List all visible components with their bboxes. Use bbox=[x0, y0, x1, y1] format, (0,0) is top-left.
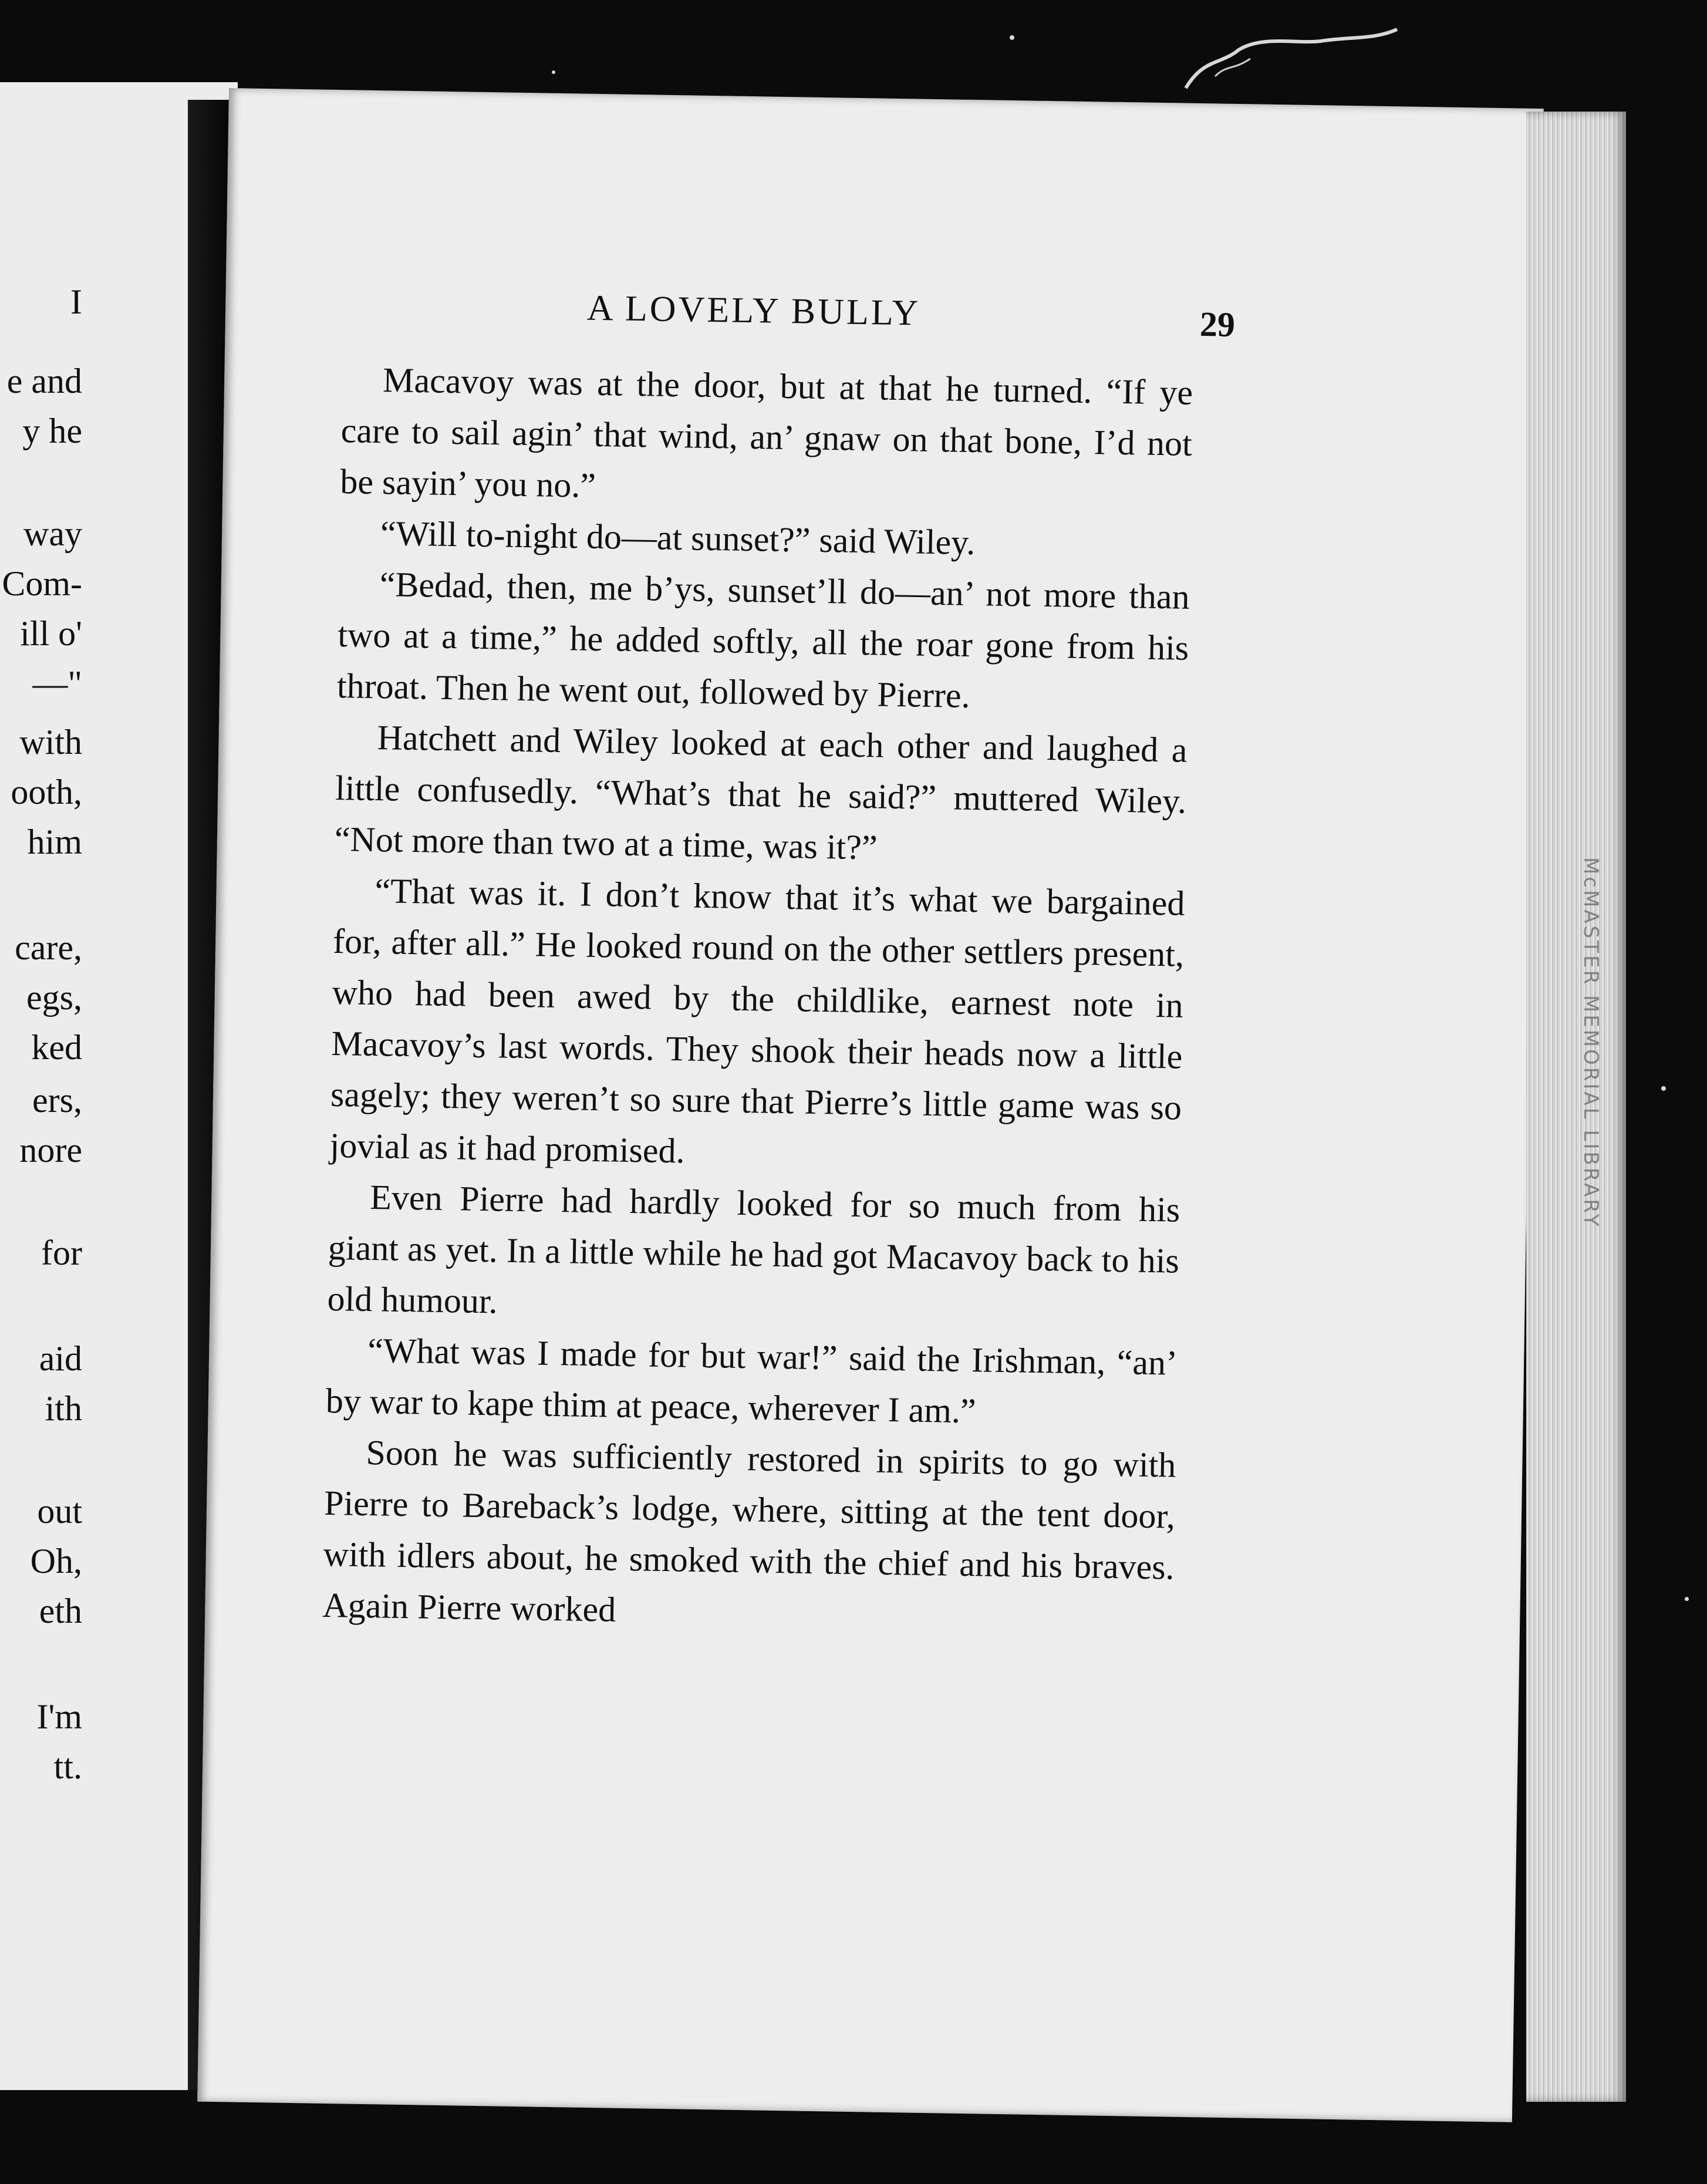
left-line: ooth, bbox=[11, 773, 82, 811]
paragraph: Even Pierre had hardly looked for so much from his giant as yet. In a little while he had got Macavoy back to his old humour. bbox=[327, 1178, 1180, 1321]
page-body bbox=[322, 354, 1193, 1644]
left-line: eth bbox=[39, 1592, 82, 1630]
left-line: Com- bbox=[2, 564, 82, 603]
running-head: A LOVELY BULLY bbox=[586, 288, 921, 333]
left-line: —" bbox=[32, 664, 82, 703]
right-page bbox=[197, 88, 1544, 2122]
left-line: for bbox=[41, 1233, 82, 1272]
paragraph: Soon he was sufficiently restored in spirits to go with Pierre to Bareback’s lodge, where, sitting at the tent door, with idlers about, he smoked with the chief and his braves. Again Pierre worked bbox=[322, 1433, 1176, 1629]
left-line: I bbox=[70, 282, 82, 321]
paragraph: “That was it. I don’t know that it’s what we bargained for, after all.” He looked round on the other settlers present, who had been awed by the childlike, earnest note in Macavoy’s last words. They shook their heads now a little sagely; they weren’t so sure that Pierre’s little game was so jovial as it had promised. bbox=[329, 871, 1185, 1171]
page-number: 29 bbox=[1199, 305, 1236, 344]
left-line: nore bbox=[19, 1131, 82, 1169]
left-line: with bbox=[19, 723, 82, 761]
left-line: e and bbox=[6, 362, 82, 400]
left-line: tt. bbox=[53, 1747, 82, 1786]
paragraph: Hatchett and Wiley looked at each other and laughed a little confusedly. “What’s that he said?” muttered Wiley. “Not more than two at a time, was it?” bbox=[334, 718, 1188, 867]
paragraph: “Bedad, then, me b’ys, sunset’ll do—an’ not more than two at a time,” he added softly, all the roar gone from his throat. Then he went out, followed by Pierre. bbox=[336, 565, 1190, 715]
paragraph: “Will to-night do—at sunset?” said Wiley. bbox=[380, 514, 976, 562]
left-line: Oh, bbox=[30, 1542, 82, 1580]
left-line: I'm bbox=[36, 1697, 82, 1736]
left-line: ked bbox=[31, 1028, 82, 1067]
paper-fiber bbox=[1180, 23, 1403, 94]
library-stamp: McMASTER MEMORIAL LIBRARY bbox=[1579, 857, 1603, 1229]
page-header bbox=[225, 282, 1541, 349]
left-line: way bbox=[23, 514, 82, 553]
left-line: egs, bbox=[26, 978, 82, 1017]
page-edges bbox=[1526, 112, 1626, 2102]
paragraph: “What was I made for but war!” said the Irishman, “an’ by war to kape thim at peace, wherever I am.” bbox=[325, 1330, 1178, 1431]
left-line: aid bbox=[39, 1339, 82, 1378]
left-line: care, bbox=[15, 928, 82, 967]
paragraph: Macavoy was at the door, but at that he turned. “If ye care to sail agin’ that wind, an’ gnaw on that bone, I’d not be sayin’ you no.” bbox=[339, 360, 1193, 505]
left-line: ers, bbox=[32, 1081, 82, 1120]
left-line: y he bbox=[22, 412, 82, 450]
left-line: out bbox=[37, 1492, 82, 1531]
left-line: ith bbox=[45, 1389, 82, 1428]
left-line: him bbox=[27, 823, 82, 861]
left-line: ill o' bbox=[20, 614, 82, 653]
